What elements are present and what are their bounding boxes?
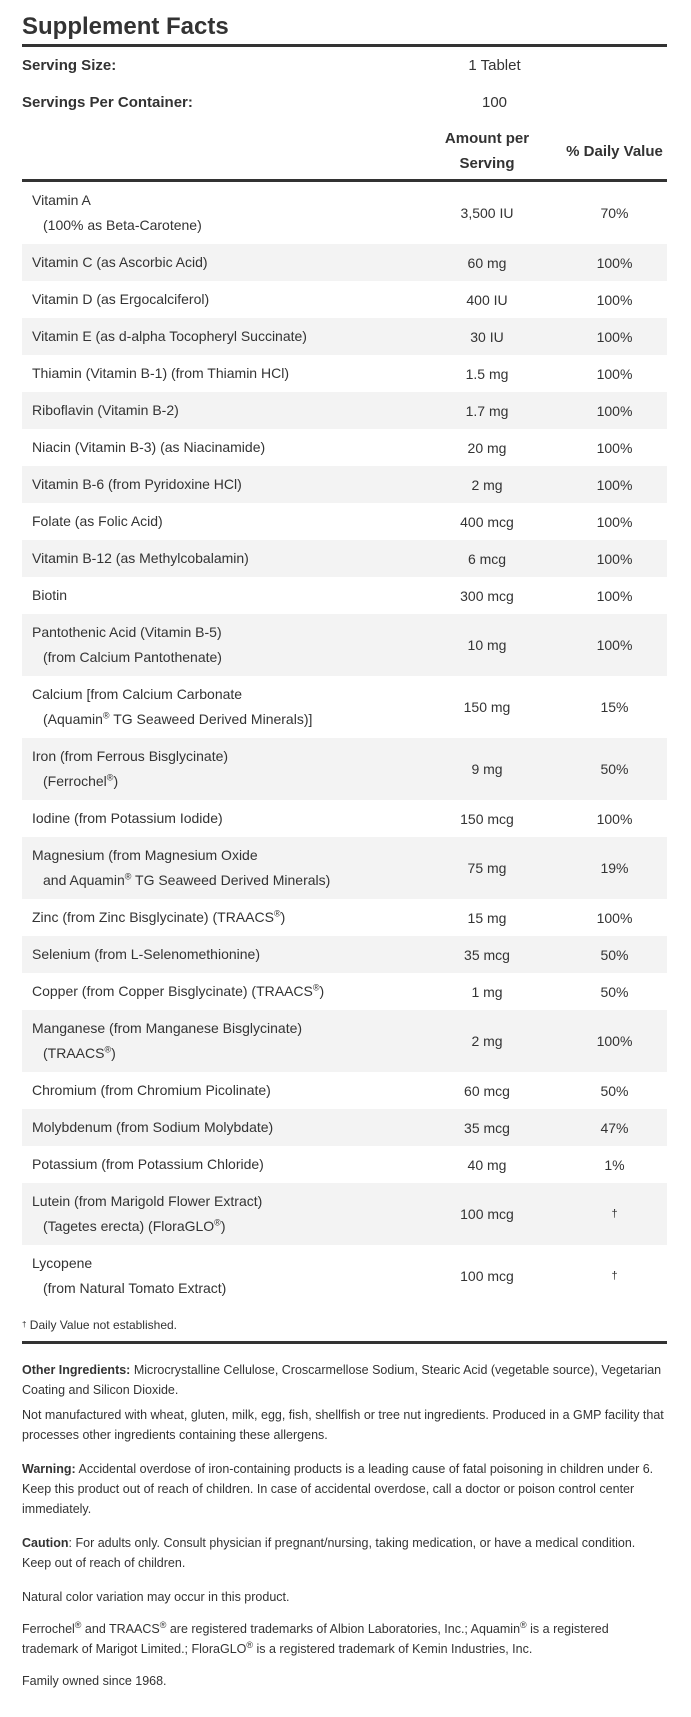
nutrient-row [22,676,667,738]
nutrient-name [22,744,412,794]
nutrient-row [22,1010,667,1072]
trademarks [22,1619,667,1659]
nutrient-daily-value: 100% [596,637,633,653]
amount-column-header [412,126,562,176]
nutrient-amount: 400 IU [466,291,508,308]
nutrient-name-line2: (from Natural Tomato Extract) [43,1280,227,1296]
nutrient-row [22,1109,667,1146]
nutrient-name-line1: Vitamin B-12 (as Methylcobalamin) [32,550,249,566]
nutrient-row [22,244,667,281]
nutrient-amount: 150 mg [463,699,511,715]
nutrient-daily-value: 100% [596,810,633,827]
nutrient-name [22,188,412,238]
nutrient-name-line1: Iron (from Ferrous Bisglycinate) [32,748,229,764]
nutrient-text: ) [319,983,325,999]
nutrient-text: Copper (from Copper Bisglycinate) (TRAACS [32,983,313,999]
nutrient-text: TG Seaweed Derived Minerals)] [109,711,313,727]
nutrient-daily-value: 50% [600,946,629,963]
nutrient-name [22,398,412,423]
nutrient-row [22,973,667,1010]
nutrient-name-line2: (from Calcium Pantothenate) [43,649,222,665]
nutrient-text: and Aquamin [43,872,125,888]
nutrient-amount: 100 mcg [460,1268,514,1284]
nutrient-name [22,682,412,732]
nutrient-amount: 6 mcg [467,550,507,567]
nutrient-row [22,182,667,244]
nutrient-amount: 75 mg [467,860,507,876]
nutrient-name-line1: Chromium (from Chromium Picolinate) [32,1082,271,1098]
registered-mark: ® [74,1619,82,1630]
nutrient-row [22,503,667,540]
nutrient-daily-value: 100% [596,291,633,308]
nutrient-amount: 35 mcg [464,946,510,963]
nutrient-name-line1 [32,983,324,999]
nutrient-daily-value: † [611,1270,618,1282]
nutrient-row [22,355,667,392]
nutrient-daily-value: 70% [600,205,629,221]
nutrient-daily-value: 100% [596,365,633,382]
nutrient-amount: 150 mcg [460,810,514,827]
nutrient-name-line2 [32,1214,412,1239]
nutrient-amount: 10 mg [467,637,507,653]
trademark-part: and TRAACS [81,1622,160,1636]
nutrient-name [22,583,412,608]
nutrient-name-line1: Vitamin B-6 (from Pyridoxine HCl) [32,476,242,492]
nutrient-name [22,472,412,497]
nutrient-text: (TRAACS [43,1045,105,1061]
nutrient-name-line1: Molybdenum (from Sodium Molybdate) [32,1119,274,1135]
footnote-text: Daily Value not established. [29,1318,177,1332]
nutrient-name-line1: Vitamin D (as Ergocalciferol) [32,291,210,307]
nutrient-daily-value: 1% [604,1156,625,1173]
nutrient-amount: 1 mg [471,983,503,1000]
nutrient-amount: 3,500 IU [460,205,514,221]
amount-header-line2: Serving [459,155,515,172]
nutrient-name-line1: Magnesium (from Magnesium Oxide [32,847,258,863]
nutrient-text: ) [113,773,119,789]
registered-mark: ® [214,1217,221,1228]
nutrient-name-line1: Lycopene [32,1255,93,1271]
other-ingredients-label: Other Ingredients: [22,1363,131,1377]
nutrient-text: (Aquamin [43,711,103,727]
nutrient-name [22,546,412,571]
nutrient-amount: 30 IU [470,328,504,345]
nutrient-amount: 300 mcg [460,587,514,604]
nutrient-name-line1: Thiamin (Vitamin B-1) (from Thiamin HCl) [32,365,289,381]
nutrient-amount: 15 mg [467,909,507,926]
nutrient-row [22,392,667,429]
nutrient-daily-value: 47% [600,1119,629,1136]
nutrient-row [22,466,667,503]
nutrient-amount: 20 mg [467,439,507,456]
nutrient-name [22,1115,412,1140]
nutrient-table [22,182,667,1307]
nutrient-amount: 60 mg [467,254,507,271]
nutrient-name-line1: Vitamin A [32,192,91,208]
nutrient-name [22,979,412,1004]
family-owned-text: Family owned since 1968. [22,1674,167,1688]
nutrient-amount: 35 mcg [464,1119,510,1136]
nutrient-name [22,1152,412,1177]
nutrient-name [22,435,412,460]
nutrient-row [22,577,667,614]
nutrient-name-line1: Vitamin C (as Ascorbic Acid) [32,254,208,270]
nutrient-name-line1: Biotin [32,587,68,603]
nutrient-name [22,1189,412,1239]
nutrient-daily-value: 100% [596,513,633,530]
nutrient-name [22,509,412,534]
nutrient-name [22,806,412,831]
nutrient-name [22,905,412,930]
registered-mark: ® [312,982,320,993]
warning [22,1459,667,1519]
nutrient-name [22,942,412,967]
nutrient-amount: 2 mg [471,1033,503,1049]
nutrient-name-line1: Folate (as Folic Acid) [32,513,163,529]
nutrient-daily-value: 15% [600,699,629,715]
color-note [22,1587,667,1607]
nutrient-text: (Ferrochel [43,773,107,789]
nutrient-name [22,620,412,670]
column-headers [22,121,667,179]
registered-mark: ® [159,1619,167,1630]
nutrient-daily-value: 50% [600,983,629,1000]
registered-mark: ® [104,1044,112,1055]
nutrient-daily-value: 50% [600,761,629,777]
warning-label: Warning: [22,1462,76,1476]
caution-label: Caution [22,1536,69,1550]
allergen-note [22,1405,667,1445]
registered-mark: ® [106,772,114,783]
nutrient-name-line1: Calcium [from Calcium Carbonate [32,686,243,702]
nutrient-row [22,1072,667,1109]
nutrient-name-line1: Vitamin E (as d-alpha Tocopheryl Succinate) [32,328,307,344]
nutrient-text: ) [220,1218,226,1234]
nutrient-amount: 40 mg [467,1156,507,1173]
nutrient-row [22,318,667,355]
warning-text: Accidental overdose of iron-containing products is a leading cause of fatal poisoning in children under 6. Keep this product out of reach of children. In case of accidental overdose, call a doctor or poison control center immediately. [22,1462,654,1516]
nutrient-name-line2 [32,1041,412,1066]
nutrient-daily-value: 100% [596,550,633,567]
nutrient-name-line2 [32,769,412,794]
nutrient-row [22,837,667,899]
color-note-text: Natural color variation may occur in this product. [22,1590,290,1604]
nutrient-daily-value: 100% [596,402,633,419]
nutrient-amount: 400 mcg [460,513,514,530]
nutrient-name [22,1078,412,1103]
nutrient-row [22,614,667,676]
nutrient-name [22,250,412,275]
serving-size-row [22,47,667,84]
nutrient-row [22,429,667,466]
nutrient-row [22,738,667,800]
nutrient-daily-value: 100% [596,1033,633,1049]
amount-header-line1: Amount per [444,130,530,147]
nutrient-name-line2: (100% as Beta-Carotene) [43,217,202,233]
nutrient-daily-value: 50% [600,1082,629,1099]
nutrient-daily-value: 100% [596,587,633,604]
trademark-part: is a registered trademark of Kemin Industries, Inc. [253,1642,533,1656]
nutrient-amount: 9 mg [471,761,503,777]
serving-size-label: Serving Size: [22,57,117,74]
nutrient-amount: 1.5 mg [465,365,509,382]
nutrient-name-line1: Lutein (from Marigold Flower Extract) [32,1193,263,1209]
nutrient-row [22,899,667,936]
nutrient-name [22,1251,412,1301]
registered-mark: ® [124,871,132,882]
caution-text: : For adults only. Consult physician if pregnant/nursing, taking medication, or have a medical condition. Keep out of reach of children. [22,1536,636,1570]
nutrient-daily-value: 100% [596,328,633,345]
nutrient-row [22,800,667,837]
nutrient-daily-value: 100% [596,909,633,926]
nutrient-name [22,324,412,349]
nutrient-amount: 60 mcg [464,1082,510,1099]
trademark-part: Ferrochel [22,1622,75,1636]
nutrient-daily-value: 19% [600,860,629,876]
supplement-facts-panel [22,0,667,1691]
nutrient-name-line1: Iodine (from Potassium Iodide) [32,810,223,826]
trademark-part: are registered trademarks of Albion Laboratories, Inc.; Aquamin [166,1622,521,1636]
nutrient-name-line1 [32,909,285,925]
other-ingredients [22,1360,667,1400]
servings-per-container-row [22,84,667,121]
daily-value-column-header: % Daily Value [566,142,663,160]
nutrient-text: (Tagetes erecta) (FloraGLO [43,1218,215,1234]
registered-mark: ® [520,1619,527,1630]
nutrient-name-line1: Riboflavin (Vitamin B-2) [32,402,179,418]
nutrient-row [22,936,667,973]
nutrient-name-line2 [32,707,412,732]
allergen-note-text: Not manufactured with wheat, gluten, milk, egg, fish, shellfish or tree nut ingredients. Produced in a GMP facility that processes other ingredients containing these allergens. [22,1408,664,1442]
nutrient-daily-value: 100% [596,476,633,493]
servings-per-container-value: 100 [481,94,508,111]
trademark-part: is a registered trademark of Marigot Limited.; FloraGLO [22,1622,609,1656]
footnote-divider [22,1341,667,1344]
nutrient-daily-value: 100% [596,254,633,271]
nutrient-amount: 100 mcg [460,1206,514,1222]
footnote: † Daily Value not established. [22,1318,177,1332]
nutrient-name [22,287,412,312]
nutrient-amount: 1.7 mg [465,402,509,419]
nutrient-name-line1: Pantothenic Acid (Vitamin B-5) [32,624,222,640]
nutrient-daily-value: 100% [596,439,633,456]
nutrient-row [22,1245,667,1307]
other-ingredients-text: Microcrystalline Cellulose, Croscarmellose Sodium, Stearic Acid (vegetable source), Vegetarian Coating and Silicon Dioxide. [22,1363,662,1397]
nutrient-name-line1: Potassium (from Potassium Chloride) [32,1156,264,1172]
nutrient-name-line2 [32,868,412,893]
nutrient-name [22,361,412,386]
servings-per-container-label: Servings Per Container: [22,94,193,111]
nutrient-row [22,1146,667,1183]
nutrient-row [22,281,667,318]
family-owned [22,1671,667,1691]
nutrient-daily-value: † [611,1208,618,1220]
serving-size-value: 1 Tablet [468,57,521,74]
nutrient-name-line1: Niacin (Vitamin B-3) (as Niacinamide) [32,439,266,455]
nutrient-name-line1: Manganese (from Manganese Bisglycinate) [32,1020,303,1036]
registered-mark: ® [246,1639,254,1650]
nutrient-text: ) [111,1045,116,1061]
nutrient-name [22,843,412,893]
nutrient-text: Zinc (from Zinc Bisglycinate) (TRAACS [32,909,274,925]
nutrient-row [22,540,667,577]
panel-title: Supplement Facts [22,13,229,40]
nutrient-amount: 2 mg [471,476,503,493]
registered-mark: ® [273,908,281,919]
nutrient-text: TG Seaweed Derived Minerals) [131,872,331,888]
caution [22,1533,667,1573]
nutrient-row [22,1183,667,1245]
registered-mark: ® [102,710,110,721]
nutrient-name-line1: Selenium (from L-Selenomethionine) [32,946,260,962]
nutrient-name [22,1016,412,1066]
nutrient-text: ) [280,909,286,925]
